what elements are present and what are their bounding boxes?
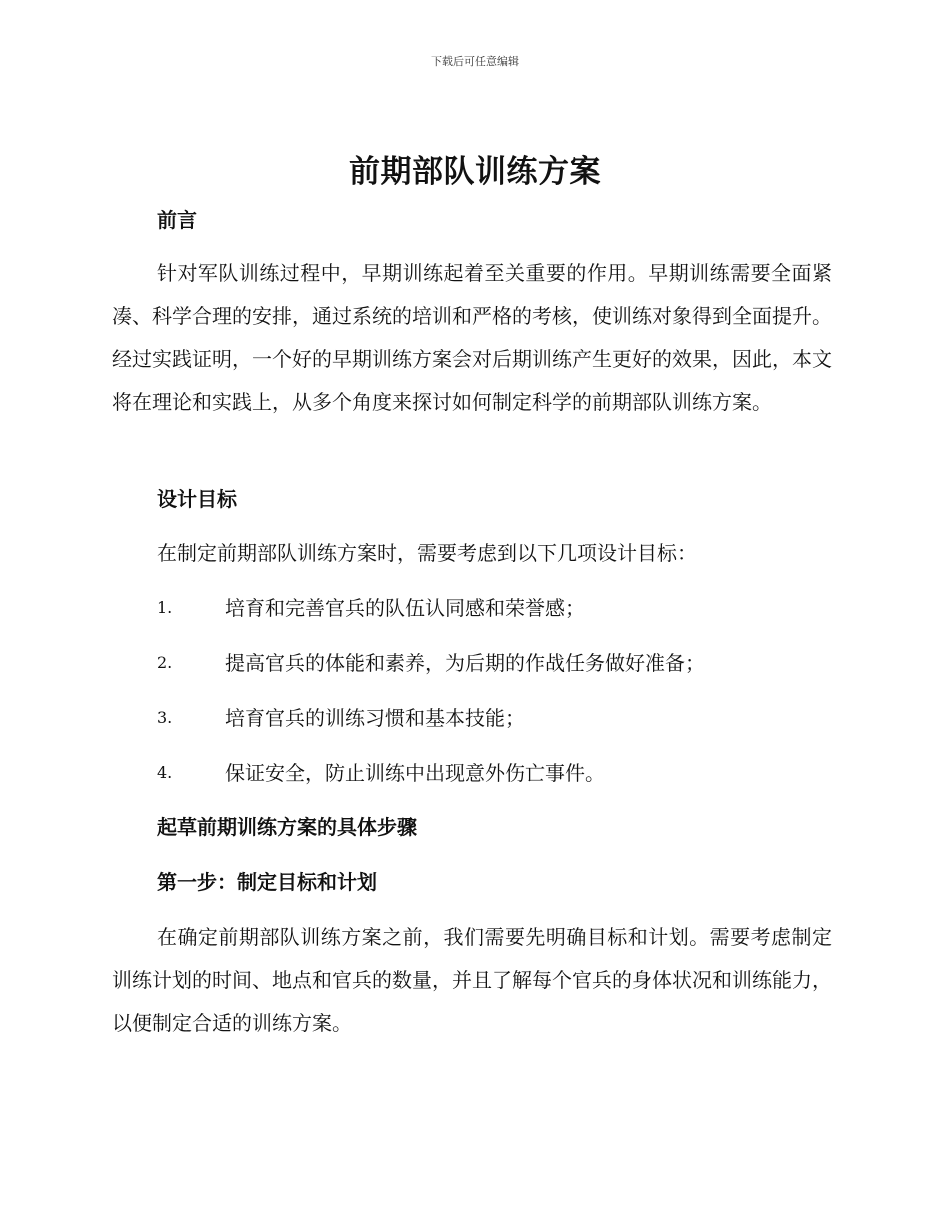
list-item: [157, 758, 857, 788]
list-number: 2.: [157, 653, 173, 672]
step1-paragraph: 在确定前期部队训练方案之前，我们需要先明确目标和计划。需要考虑制定训练计划的时间、地点和官兵的数量，并且了解每个官兵的身体状况和训练能力，以便制定合适的训练方案。: [112, 925, 832, 1035]
preface-heading: 前言: [157, 208, 197, 232]
list-item: [157, 703, 857, 733]
preface-paragraph: 针对军队训练过程中，早期训练起着至关重要的作用。早期训练需要全面紧凑、科学合理的安排，通过系统的培训和严格的考核，使训练对象得到全面提升。经过实践证明，一个好的早期训练方案会对后期训练产生更好的效果，因此，本文将在理论和实践上，从多个角度来探讨如何制定科学的前期部队训练方案。: [112, 261, 832, 414]
list-text: 培育官兵的训练习惯和基本技能；: [225, 706, 525, 730]
header-note: 下载后可任意编辑: [431, 55, 519, 68]
goals-heading: 设计目标: [157, 487, 237, 511]
list-item: [157, 648, 857, 678]
list-number: 1.: [157, 598, 173, 617]
list-text: 提高官兵的体能和素养，为后期的作战任务做好准备；: [225, 651, 705, 675]
step1-heading: 第一步：制定目标和计划: [157, 870, 377, 894]
document-title: 前期部队训练方案: [349, 154, 601, 190]
list-text: 保证安全，防止训练中出现意外伤亡事件。: [225, 761, 605, 785]
list-number: 3.: [157, 708, 173, 727]
goals-intro: 在制定前期部队训练方案时，需要考虑到以下几项设计目标：: [157, 541, 697, 565]
list-number: 4.: [157, 763, 173, 782]
list-text: 培育和完善官兵的队伍认同感和荣誉感；: [225, 596, 585, 620]
list-item: [157, 593, 857, 623]
steps-heading: 起草前期训练方案的具体步骤: [157, 815, 417, 839]
